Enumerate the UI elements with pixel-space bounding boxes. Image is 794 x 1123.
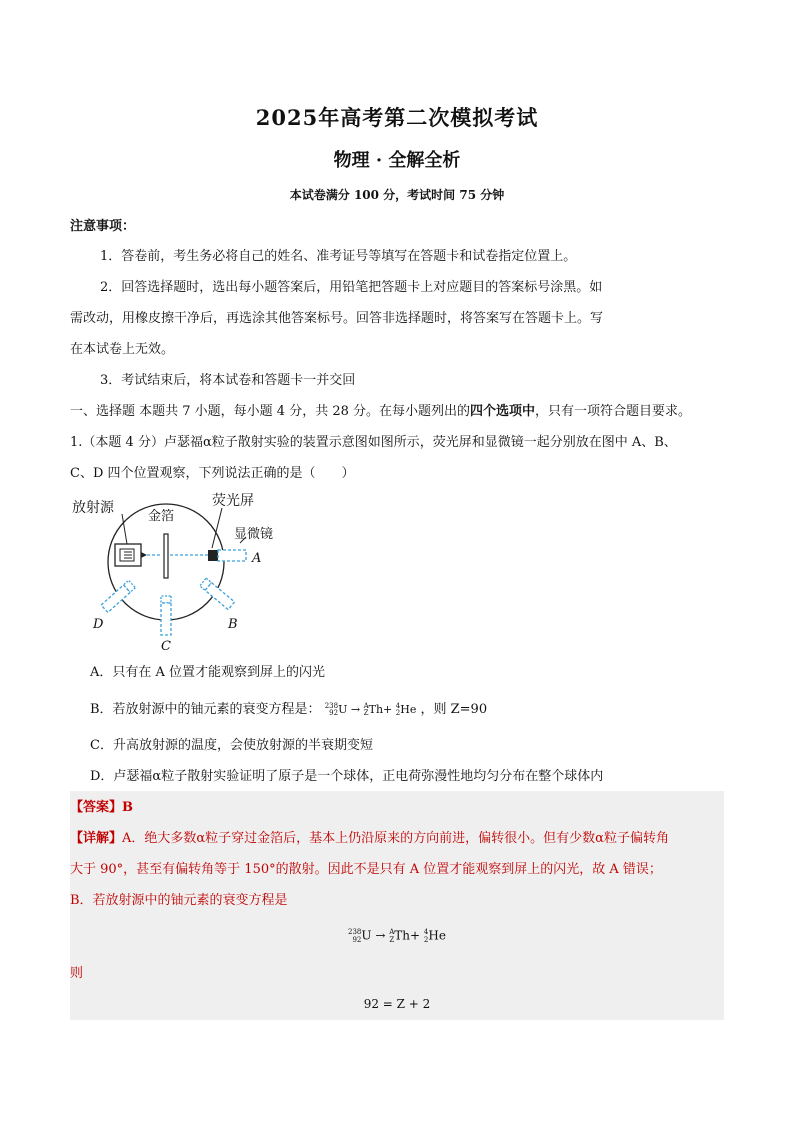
question-stem-line-1: 1.（本题 4 分）卢瑟福α粒子散射实验的装置示意图如图所示，荧光屏和显微镜一起分别放在图中 A、B、 — [70, 435, 677, 450]
position-d-label: D — [93, 617, 104, 632]
notice-item-2-line-2: 需改动，用橡皮擦干净后，再选涂其他答案标号。回答非选择题时，将答案写在答题卡上。写 — [70, 311, 604, 326]
screen-label: 荧光屏 — [212, 493, 254, 509]
source-label: 放射源 — [72, 500, 114, 516]
position-b-label: B — [228, 617, 238, 632]
option-a: A．只有在 A 位置才能观察到屏上的闪光 — [90, 665, 326, 680]
page-title: 2025年高考第二次模拟考试 — [255, 105, 539, 130]
exam-note: 本试卷满分 100 分，考试时间 75 分钟 — [289, 188, 505, 202]
detail-line-2: 大于 90°，甚至有偏转角等于 150°的散射。因此不是只有 A 位置才能观察到屏上的闪光，故 A 错误； — [70, 862, 662, 877]
rutherford-diagram — [70, 492, 300, 652]
foil-label: 金箔 — [148, 509, 175, 524]
then-label: 则 — [70, 966, 84, 981]
decay-equation-inline: 238 92U → A ZTh+ 4 2He — [324, 702, 417, 717]
microscope-label: 显微镜 — [234, 527, 274, 542]
decay-equation-display: 238 92U → A ZTh+ 4 2He — [348, 928, 446, 944]
notice-item-2-line-3: 在本试卷上无效。 — [70, 342, 175, 357]
detail-line-1: 【详解】A．绝大多数α粒子穿过金箔后，基本上仍沿原来的方向前进，偏转很小。但有少数α粒子偏转角 — [70, 831, 669, 846]
detail-line-3: B．若放射源中的铀元素的衰变方程是 — [70, 893, 288, 908]
question-stem-line-2: C、D 四个位置观察，下列说法正确的是（ ） — [70, 466, 355, 481]
section-heading: 一、选择题 本题共 7 小题，每小题 4 分，共 28 分。在每小题列出的四个选项中，只有一项符合题目要求。 — [70, 404, 692, 419]
option-b: B．若放射源中的铀元素的衰变方程是： 238 92U → A ZTh+ 4 2He ，则 Z=90 — [90, 702, 488, 717]
answer-label: 【答案】B — [70, 800, 133, 815]
notice-item-3: 3．考试结束后，将本试卷和答题卡一并交回 — [100, 373, 356, 388]
position-a-label: A — [252, 551, 262, 566]
notice-heading: 注意事项： — [70, 219, 136, 234]
option-c: C．升高放射源的温度，会使放射源的半衰期变短 — [90, 738, 373, 753]
page-subtitle: 物理 · 全解全析 — [333, 150, 461, 171]
notice-item-1: 1．答卷前，考生务必将自己的姓名、准考证号等填写在答题卡和试卷指定位置上。 — [100, 249, 577, 264]
equation-z: 92 = Z + 2 — [363, 997, 431, 1011]
notice-item-2-line-1: 2．回答选择题时，选出每小题答案后，用铅笔把答题卡上对应题目的答案标号涂黑。如 — [100, 280, 603, 295]
position-c-label: C — [161, 639, 171, 652]
option-d: D．卢瑟福α粒子散射实验证明了原子是一个球体，正电荷弥漫性地均匀分布在整个球体内 — [90, 769, 604, 784]
